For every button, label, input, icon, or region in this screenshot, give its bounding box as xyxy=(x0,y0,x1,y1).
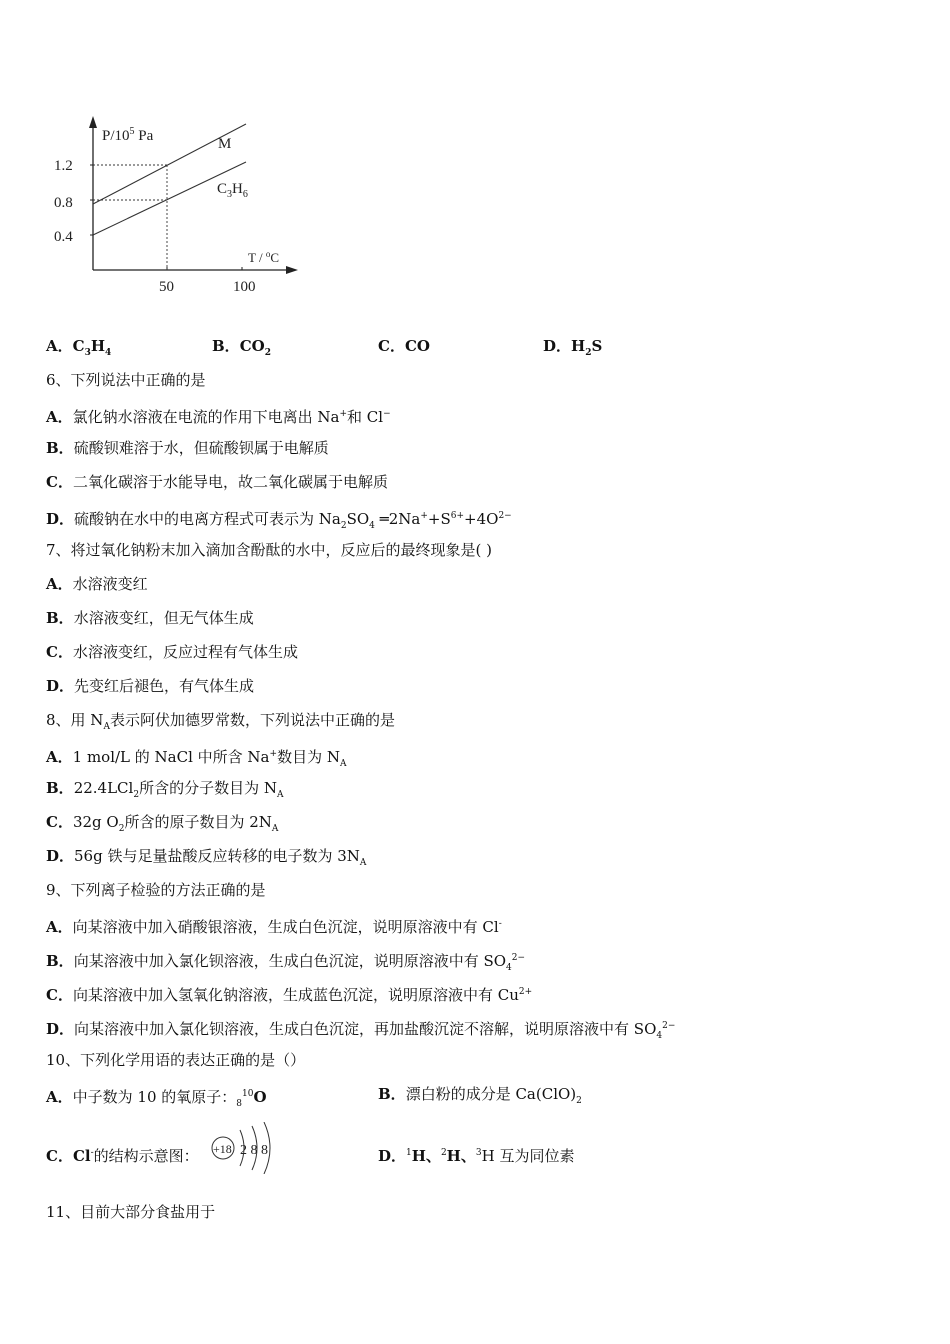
option-text: 的结构示意图： xyxy=(93,1147,199,1165)
option-label: B． xyxy=(46,439,74,457)
q8-option-b[interactable] xyxy=(46,778,283,805)
pressure-temperature-graph xyxy=(40,110,320,300)
formula-part: H xyxy=(571,337,586,355)
q5-option-d[interactable] xyxy=(543,336,602,363)
subscript: 2 xyxy=(340,521,347,531)
option-label: D． xyxy=(46,1020,75,1038)
y-axis xyxy=(89,116,97,270)
option-text: ═2Na xyxy=(374,510,421,528)
formula-part: CO xyxy=(404,337,430,355)
option-label: A． xyxy=(46,337,73,355)
y-axis-label: $P/10^5$ Pa xyxy=(102,126,154,144)
option-text: +4O xyxy=(464,510,499,528)
subscript: 4 xyxy=(506,963,512,973)
q8-option-c[interactable] xyxy=(46,812,278,839)
option-label: C． xyxy=(46,473,73,491)
option-label: A． xyxy=(46,918,73,936)
superscript: + xyxy=(420,511,428,521)
q9-option-a[interactable] xyxy=(46,914,502,937)
shell-electrons: 2 8 8 xyxy=(240,1143,268,1158)
x-tick-50: 50 xyxy=(159,279,174,295)
option-text: 和 Cl xyxy=(347,408,384,426)
option-text: 水溶液变红 xyxy=(72,575,148,593)
option-text: H、 xyxy=(411,1147,441,1165)
q9-stem: 9、下列离子检验的方法正确的是 xyxy=(46,881,266,899)
option-text: SO xyxy=(346,510,370,528)
q10-option-b[interactable] xyxy=(378,1084,582,1111)
q6-option-b[interactable] xyxy=(46,438,329,458)
q10-option-d[interactable] xyxy=(378,1143,574,1166)
option-text: 硫酸钠在水中的电离方程式可表示为 Na xyxy=(74,510,341,528)
option-label: D． xyxy=(46,510,75,528)
x-axis xyxy=(93,266,298,274)
option-text: 二氧化碳溶于水能导电，故二氧化碳属于电解质 xyxy=(72,473,388,491)
option-text: 向某溶液中加入氯化钡溶液，生成白色沉淀，再加盐酸沉淀不溶解，说明原溶液中有 SO xyxy=(74,1020,657,1038)
superscript: 2 xyxy=(440,1148,447,1158)
option-text: +S xyxy=(427,510,451,528)
q11-stem: 11、目前大部分食盐用于 xyxy=(46,1203,216,1221)
option-text: 22.4LCl xyxy=(73,779,134,797)
stem-text: 8、用 N xyxy=(46,711,104,729)
subscript: 4 xyxy=(369,521,375,531)
x-tick-100: 100 xyxy=(233,279,256,295)
q10-option-a[interactable] xyxy=(46,1084,267,1114)
q8-option-d[interactable] xyxy=(46,846,366,873)
series-label-m: M xyxy=(218,136,232,152)
q7-option-b[interactable] xyxy=(46,608,254,628)
subscript: 2 xyxy=(585,348,592,358)
subscript: 2 xyxy=(576,1096,582,1106)
superscript: − xyxy=(383,409,391,419)
formula-part: S xyxy=(591,337,603,355)
superscript: 10 xyxy=(242,1089,254,1099)
q8-stem xyxy=(46,710,395,737)
q5-option-b[interactable] xyxy=(212,336,271,363)
q8-option-a[interactable] xyxy=(46,744,346,774)
q5-option-c[interactable] xyxy=(378,336,430,356)
subscript: A xyxy=(276,790,284,800)
superscript: 2+ xyxy=(518,987,533,997)
option-text: H 互为同位素 xyxy=(481,1147,575,1165)
q7-option-c[interactable] xyxy=(46,642,298,662)
option-label: D． xyxy=(46,847,75,865)
option-label: B． xyxy=(46,779,74,797)
option-label: D． xyxy=(46,677,75,695)
q6-stem: 6、下列说法中正确的是 xyxy=(46,371,206,389)
option-text: 向某溶液中加入氯化钡溶液，生成白色沉淀，说明原溶液中有 SO xyxy=(73,952,507,970)
q7-option-a[interactable] xyxy=(46,574,148,594)
option-text: 数目为 N xyxy=(277,748,340,766)
option-label: D． xyxy=(378,1147,407,1165)
y-tick-1-2: 1.2 xyxy=(54,158,73,174)
q6-option-a[interactable] xyxy=(46,404,391,427)
option-label: A． xyxy=(46,1088,73,1106)
option-label: B． xyxy=(46,609,74,627)
superscript: + xyxy=(269,749,278,759)
option-text: 32g O xyxy=(72,813,119,831)
formula-part: CO xyxy=(239,337,265,355)
option-text: 向某溶液中加入硝酸银溶液，生成白色沉淀，说明原溶液中有 Cl xyxy=(72,918,499,936)
nucleus-charge: +18 xyxy=(213,1142,232,1156)
superscript: 6+ xyxy=(450,511,465,521)
subscript: A xyxy=(339,759,347,769)
subscript: A xyxy=(103,722,110,732)
subscript: 8 xyxy=(236,1099,242,1109)
q6-option-c[interactable] xyxy=(46,472,388,492)
option-label: A． xyxy=(46,408,73,426)
superscript: 1 xyxy=(406,1148,412,1158)
option-text: 硫酸钡难溶于水，但硫酸钡属于电解质 xyxy=(73,439,329,457)
option-label: A． xyxy=(46,575,73,593)
subscript: 4 xyxy=(656,1031,663,1041)
option-text: 先变红后褪色，有气体生成 xyxy=(74,677,255,695)
option-label: A． xyxy=(46,748,73,766)
superscript: - xyxy=(90,1148,94,1158)
option-text: 向某溶液中加入氢氧化钠溶液，生成蓝色沉淀，说明原溶液中有 Cu xyxy=(72,986,519,1004)
option-label: C． xyxy=(46,813,73,831)
y-tick-0-8: 0.8 xyxy=(54,195,73,211)
option-label: C． xyxy=(46,986,73,1004)
q9-option-d[interactable] xyxy=(46,1016,675,1046)
option-label: B． xyxy=(46,952,74,970)
option-text: Cl xyxy=(72,1147,91,1165)
q9-option-c[interactable] xyxy=(46,982,532,1005)
q10-option-c[interactable] xyxy=(46,1143,199,1166)
option-label: C． xyxy=(46,1147,73,1165)
subscript: A xyxy=(271,824,279,834)
option-text: 所含的原子数目为 2N xyxy=(124,813,272,831)
option-text: 水溶液变红，反应过程有气体生成 xyxy=(72,643,298,661)
subscript: 3 xyxy=(84,348,91,358)
superscript: 3 xyxy=(475,1148,482,1158)
q10-stem: 10、下列化学用语的表达正确的是（） xyxy=(46,1051,306,1069)
subscript: A xyxy=(359,858,367,868)
option-label: C． xyxy=(378,337,405,355)
option-text: 水溶液变红，但无气体生成 xyxy=(73,609,254,627)
option-text: 所含的分子数目为 N xyxy=(139,779,277,797)
subscript: 4 xyxy=(105,348,112,358)
option-text: 漂白粉的成分是 Ca(ClO) xyxy=(405,1085,577,1103)
formula-part: H xyxy=(90,337,106,355)
subscript: 2 xyxy=(118,824,125,834)
q5-option-a[interactable] xyxy=(46,336,111,363)
q7-option-d[interactable] xyxy=(46,676,254,696)
q7-stem: 7、将过氧化钠粉末加入滴加含酚酞的水中，反应后的最终现象是( ) xyxy=(46,541,493,559)
option-text: 氯化钠水溶液在电流的作用下电离出 Na xyxy=(72,408,340,426)
superscript: 2− xyxy=(511,953,526,963)
option-text: O xyxy=(253,1088,267,1106)
option-text: H、 xyxy=(446,1147,476,1165)
option-label: B． xyxy=(212,337,240,355)
superscript: 2− xyxy=(662,1021,676,1031)
option-label: B． xyxy=(378,1085,406,1103)
stem-text: 表示阿伏加德罗常数，下列说法中正确的是 xyxy=(109,711,395,729)
x-axis-label: T / $^o$C xyxy=(248,249,279,265)
q6-option-d[interactable] xyxy=(46,506,512,536)
superscript: 2− xyxy=(498,511,512,521)
subscript: 2 xyxy=(133,790,140,800)
option-text: 中子数为 10 的氧原子： xyxy=(72,1088,237,1106)
q9-option-b[interactable] xyxy=(46,948,525,978)
option-text: 1 mol/L 的 NaCl 中所含 Na xyxy=(72,748,270,766)
formula-part: C xyxy=(72,337,85,355)
series-line-c3h6 xyxy=(93,162,246,235)
option-label: C． xyxy=(46,643,73,661)
superscript: + xyxy=(339,409,348,419)
superscript: - xyxy=(498,919,502,929)
series-label-c3h6: $C_3H_6$ xyxy=(217,181,248,200)
option-text: 56g 铁与足量盐酸反应转移的电子数为 3N xyxy=(74,847,360,865)
y-tick-0-4: 0.4 xyxy=(54,229,73,245)
option-label: D． xyxy=(543,337,572,355)
subscript: 2 xyxy=(264,348,271,358)
chloride-structure-diagram xyxy=(210,1122,276,1174)
